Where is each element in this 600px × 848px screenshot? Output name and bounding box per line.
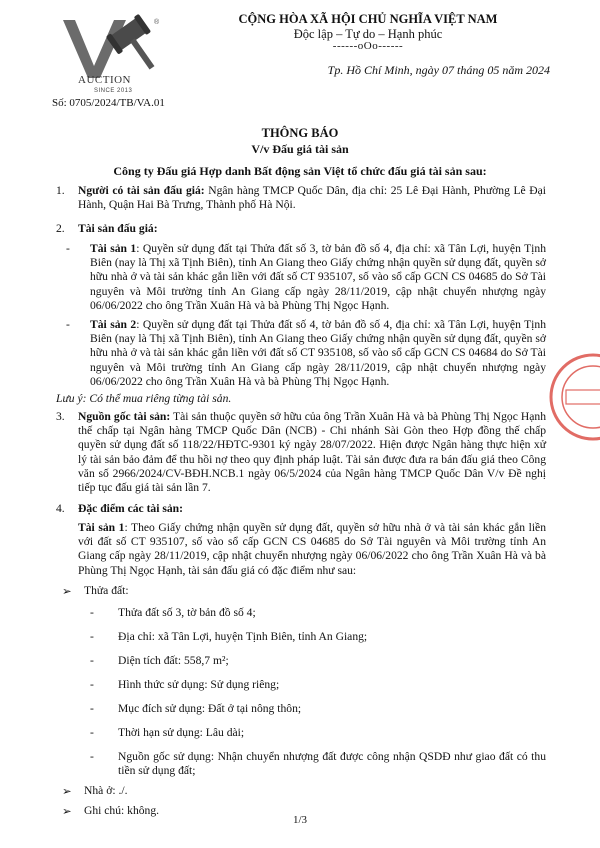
header-divider: ------oOo------ [332, 40, 404, 52]
bullet-dash: - [90, 654, 94, 667]
document-title: THÔNG BÁO [261, 126, 339, 140]
asset-2-text: : Quyền sử dụng đất tại Thửa đất số 4, tờ bản đồ số 4, địa chỉ: xã Tân Lợi, huyện Tịnh Biên (nay là Thị xã Tịnh Biên), tỉnh An Giang theo Giấy chứng nhận quyền sử dụng đất, quyền sở hữu nhà ở và tài sản khác gắn liền với đất số CT 935108, số vào sổ cấp GCN CS 04684 do Sở Tài nguyên và Môi trường tỉnh An Giang cấp ngày 28/11/2019, cập nhật chuyển nhượng ngày 06/06/2022 cho ông Trần Xuân Hà và bà Phùng Thị Ngọc Hạnh. [90, 318, 546, 388]
bullet-dash: - [90, 678, 94, 691]
section-4-number: 4. [56, 502, 65, 515]
country-name: CỘNG HÒA XÃ HỘI CHỦ NGHĨA VIỆT NAM [238, 12, 498, 26]
company-logo [58, 12, 168, 104]
section-3-text: Tài sản thuộc quyền sở hữu của ông Trần Xuân Hà và bà Phùng Thị Ngọc Hạnh thế chấp tại Ngân hàng TMCP Quốc Dân (NCB) - Chi nhánh Sài Gòn theo Hợp đồng thế chấp quyền sử dụng đất số 118/22/HĐTC-9301 ký ngày 28/07/2022. Hiện được Ngân hàng thực hiện xử lý tài sản bảo đảm để thu hồi nợ theo quy định pháp luật. Tài sản được đưa ra bán đấu giá theo Công văn số 2966/2024/CV-BĐH.NCB.1 ngày 06/5/2024 của Ngân hàng TMCP Quốc Dân V/v Đề nghị tiếp tục đấu giá tài sản lần 7. [78, 410, 546, 495]
land-item: Nguồn gốc sử dụng: Nhận chuyển nhượng đất được công nhận QSDĐ như giao đất có thu tiền sử dụng đất; [118, 750, 546, 778]
house-line: Nhà ở: ./. [84, 784, 128, 797]
document-number: Số: 0705/2024/TB/VA.01 [52, 97, 165, 109]
document-subtitle: V/v Đấu giá tài sản [251, 142, 349, 156]
section-1 [78, 184, 546, 212]
land-item: Mục đích sử dụng: Đất ở tại nông thôn; [118, 702, 302, 715]
intro-line: Công ty Đấu giá Hợp danh Bất động sản Việt tổ chức đấu giá tài sản sau: [113, 164, 487, 178]
logo-since: SINCE 2013 [94, 88, 133, 94]
asset-1-label: Tài sản 1 [90, 242, 137, 255]
logo-wordmark: AUCTION [78, 74, 131, 86]
document-date: Tp. Hồ Chí Minh, ngày 07 tháng 05 năm 2024 [327, 63, 550, 77]
section-1-text: Ngân hàng TMCP Quốc Dân, địa chỉ: 25 Lê Đại Hành, Phường Lê Đại Hành, Quận Hai Bà Trưng, Thành phố Hà Nội. [78, 184, 546, 212]
section-3-label: Nguồn gốc tài sản: [78, 410, 171, 423]
asset-1-characteristics [78, 521, 546, 578]
asset-1-char-label: Tài sản 1 [78, 521, 125, 534]
asset-1-char-text: : Theo Giấy chứng nhận quyền sử dụng đất, quyền sở hữu nhà ở và tài sản khác gắn liền với đất số CT 935107, số vào sổ cấp GCN CS 04685 do Sở Tài nguyên và Môi trường tỉnh An Giang cấp ngày 28/11/2019, cập nhật chuyển nhượng ngày 06/06/2022 cho ông Trần Xuân Hà và bà Phùng Thị Ngọc Hạnh, tài sản đấu giá có đặc điểm như sau: [78, 521, 546, 577]
section-1-number: 1. [56, 184, 65, 197]
section-1-label: Người có tài sản đấu giá: [78, 184, 205, 197]
company-stamp [548, 352, 600, 442]
land-item: Thời hạn sử dụng: Lâu dài; [118, 726, 245, 739]
gavel-icon [58, 12, 168, 82]
arrow-bullet-icon: ➢ [62, 585, 72, 598]
section-2-number: 2. [56, 222, 65, 235]
page-number: 1/3 [292, 814, 308, 826]
bullet-dash: - [90, 750, 94, 763]
bullet-dash: - [90, 702, 94, 715]
svg-text:®: ® [154, 19, 160, 26]
asset-1-text: : Quyền sử dụng đất tại Thửa đất số 3, tờ bản đồ số 4, địa chỉ: xã Tân Lợi, huyện Tịnh Biên (nay là Thị xã Tịnh Biên), tỉnh An Giang theo Giấy chứng nhận quyền sử dụng đất, quyền sở hữu nhà ở và tài sản khác gắn liền với đất số CT 935107, số vào sổ cấp GCN CS 04685 do Sở Tài nguyên và Môi trường tỉnh An Giang cấp ngày 28/11/2019, cập nhật chuyển nhượng ngày 06/06/2022 cho ông Trần Xuân Hà và bà Phùng Thị Ngọc Hạnh. [90, 242, 546, 312]
note-line: Ghi chú: không. [84, 804, 160, 817]
asset-2-label: Tài sản 2 [90, 318, 137, 331]
section-3-number: 3. [56, 410, 65, 423]
section-2-label: Tài sản đấu giá: [78, 222, 158, 235]
bullet-dash: - [66, 242, 70, 255]
asset-2-description [90, 318, 546, 389]
national-motto: Độc lập – Tự do – Hạnh phúc [293, 27, 443, 41]
arrow-bullet-icon: ➢ [62, 785, 72, 798]
section-3 [78, 410, 546, 495]
land-item: Hình thức sử dụng: Sử dụng riêng; [118, 678, 280, 691]
stamp-seal-icon [548, 352, 600, 442]
land-heading: Thửa đất: [84, 584, 129, 597]
arrow-bullet-icon: ➢ [62, 805, 72, 818]
purchase-note: Lưu ý: Có thể mua riêng từng tài sản. [56, 392, 232, 405]
land-item: Thửa đất số 3, tờ bản đồ số 4; [118, 606, 256, 619]
land-item: Diện tích đất: 558,7 m²; [118, 654, 229, 667]
bullet-dash: - [66, 318, 70, 331]
bullet-dash: - [90, 606, 94, 619]
bullet-dash: - [90, 726, 94, 739]
asset-1-description [90, 242, 546, 313]
bullet-dash: - [90, 630, 94, 643]
section-4-label: Đặc điểm các tài sản: [78, 502, 183, 515]
land-item: Địa chỉ: xã Tân Lợi, huyện Tịnh Biên, tỉnh An Giang; [118, 630, 368, 643]
